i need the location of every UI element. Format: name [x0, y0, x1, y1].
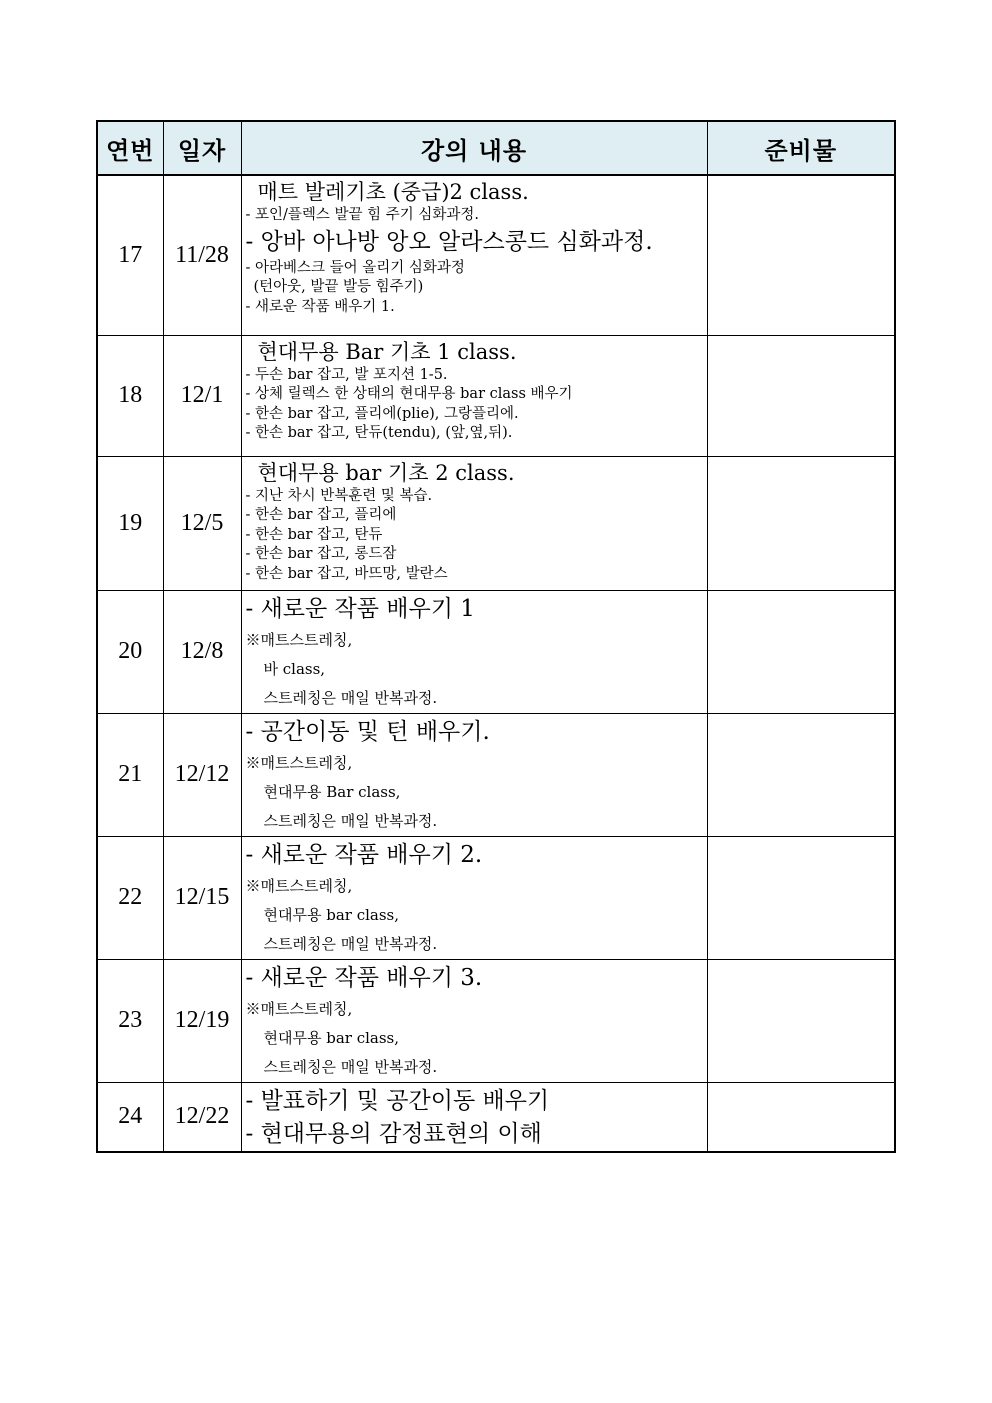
- row-content: [241, 175, 707, 335]
- content-line: - 한손 bar 잡고, 탄듀(tendu), (앞,옆,뒤).: [245, 425, 513, 441]
- row-content: [241, 590, 707, 713]
- content-title: - 공간이동 및 턴 배우기.: [245, 718, 490, 745]
- row-content: [241, 1082, 707, 1152]
- content-line: - 한손 bar 잡고, 롱드잠: [245, 546, 397, 562]
- row-date: 12/15: [163, 836, 241, 959]
- content-title: 현대무용 bar 기초 2 class.: [257, 460, 515, 485]
- row-date: 12/12: [163, 713, 241, 836]
- table-row: [97, 713, 895, 836]
- content-line: 스트레칭은 매일 반복과정.: [263, 688, 438, 707]
- content-line: ※매트스트레칭,: [245, 630, 353, 649]
- lecture-schedule-table: [96, 120, 896, 1153]
- row-prep: [707, 836, 895, 959]
- content-line: 현대무용 bar class,: [263, 905, 400, 924]
- content-line: ※매트스트레칭,: [245, 999, 353, 1018]
- content-title: 매트 발레기초 (중급)2 class.: [257, 180, 529, 204]
- table-row: [97, 1082, 895, 1152]
- row-date: 12/8: [163, 590, 241, 713]
- row-number: 20: [97, 590, 163, 713]
- table-row: [97, 836, 895, 959]
- row-prep: [707, 1082, 895, 1152]
- content-line: 바 class,: [263, 659, 326, 678]
- content-line: - 앙바 아나방 앙오 알라스콩드 심화과정.: [245, 228, 653, 255]
- row-date: 12/22: [163, 1082, 241, 1152]
- content-line: 스트레칭은 매일 반복과정.: [263, 811, 438, 830]
- table-header-row: [97, 121, 895, 175]
- row-number: 21: [97, 713, 163, 836]
- row-content: [241, 713, 707, 836]
- row-date: 12/19: [163, 959, 241, 1082]
- content-line: 스트레칭은 매일 반복과정.: [263, 934, 438, 953]
- content-line: - 지난 차시 반복훈련 및 복습.: [245, 487, 433, 504]
- content-line: - 한손 bar 잡고, 탄듀: [245, 526, 383, 543]
- content-line: 스트레칭은 매일 반복과정.: [263, 1057, 438, 1076]
- content-line: - 두손 bar 잡고, 발 포지션 1-5.: [245, 366, 448, 383]
- row-number: 23: [97, 959, 163, 1082]
- content-line: - 한손 bar 잡고, 바뜨망, 발란스: [245, 565, 448, 582]
- content-title: - 새로운 작품 배우기 2.: [245, 841, 483, 868]
- content-line: 현대무용 Bar class,: [263, 782, 401, 801]
- row-content: [241, 959, 707, 1082]
- content-line: - 현대무용의 감정표현의 이해: [245, 1120, 542, 1147]
- row-number: 24: [97, 1082, 163, 1152]
- content-title: 현대무용 Bar 기초 1 class.: [257, 339, 517, 364]
- table-row: [97, 456, 895, 590]
- row-date: 11/28: [163, 175, 241, 335]
- row-content: [241, 335, 707, 456]
- content-line: - 한손 bar 잡고, 플리에(plie), 그랑플리에.: [245, 405, 519, 422]
- header-content: 강의 내용: [241, 121, 707, 175]
- content-line: ※매트스트레칭,: [245, 876, 353, 895]
- content-line: 현대무용 bar class,: [263, 1028, 400, 1047]
- content-title: - 발표하기 및 공간이동 배우기: [245, 1087, 550, 1114]
- row-number: 17: [97, 175, 163, 335]
- row-content: [241, 836, 707, 959]
- content-line: (턴아웃, 발끝 발등 힘주기): [253, 279, 424, 295]
- header-prep: 준비물: [707, 121, 895, 175]
- content-title: - 새로운 작품 배우기 3.: [245, 964, 483, 991]
- table-row: [97, 335, 895, 456]
- row-number: 18: [97, 335, 163, 456]
- header-date: 일자: [163, 121, 241, 175]
- content-line: ※매트스트레칭,: [245, 753, 353, 772]
- table-row: [97, 590, 895, 713]
- row-number: 22: [97, 836, 163, 959]
- row-prep: [707, 590, 895, 713]
- header-no: 연번: [97, 121, 163, 175]
- row-prep: [707, 175, 895, 335]
- content-line: - 포인/플렉스 발끝 힘 주기 심화과정.: [245, 207, 480, 223]
- content-line: - 한손 bar 잡고, 플리에: [245, 507, 397, 523]
- table-row: [97, 959, 895, 1082]
- row-prep: [707, 713, 895, 836]
- row-date: 12/1: [163, 335, 241, 456]
- row-prep: [707, 335, 895, 456]
- content-line: - 상체 릴렉스 한 상태의 현대무용 bar class 배우기: [245, 386, 573, 402]
- table-row: [97, 175, 895, 335]
- row-prep: [707, 456, 895, 590]
- content-line: - 아라베스크 들어 올리기 심화과정: [245, 259, 465, 276]
- content-title: - 새로운 작품 배우기 1: [245, 595, 475, 622]
- content-line: - 새로운 작품 배우기 1.: [245, 298, 395, 315]
- row-number: 19: [97, 456, 163, 590]
- row-date: 12/5: [163, 456, 241, 590]
- row-prep: [707, 959, 895, 1082]
- row-content: [241, 456, 707, 590]
